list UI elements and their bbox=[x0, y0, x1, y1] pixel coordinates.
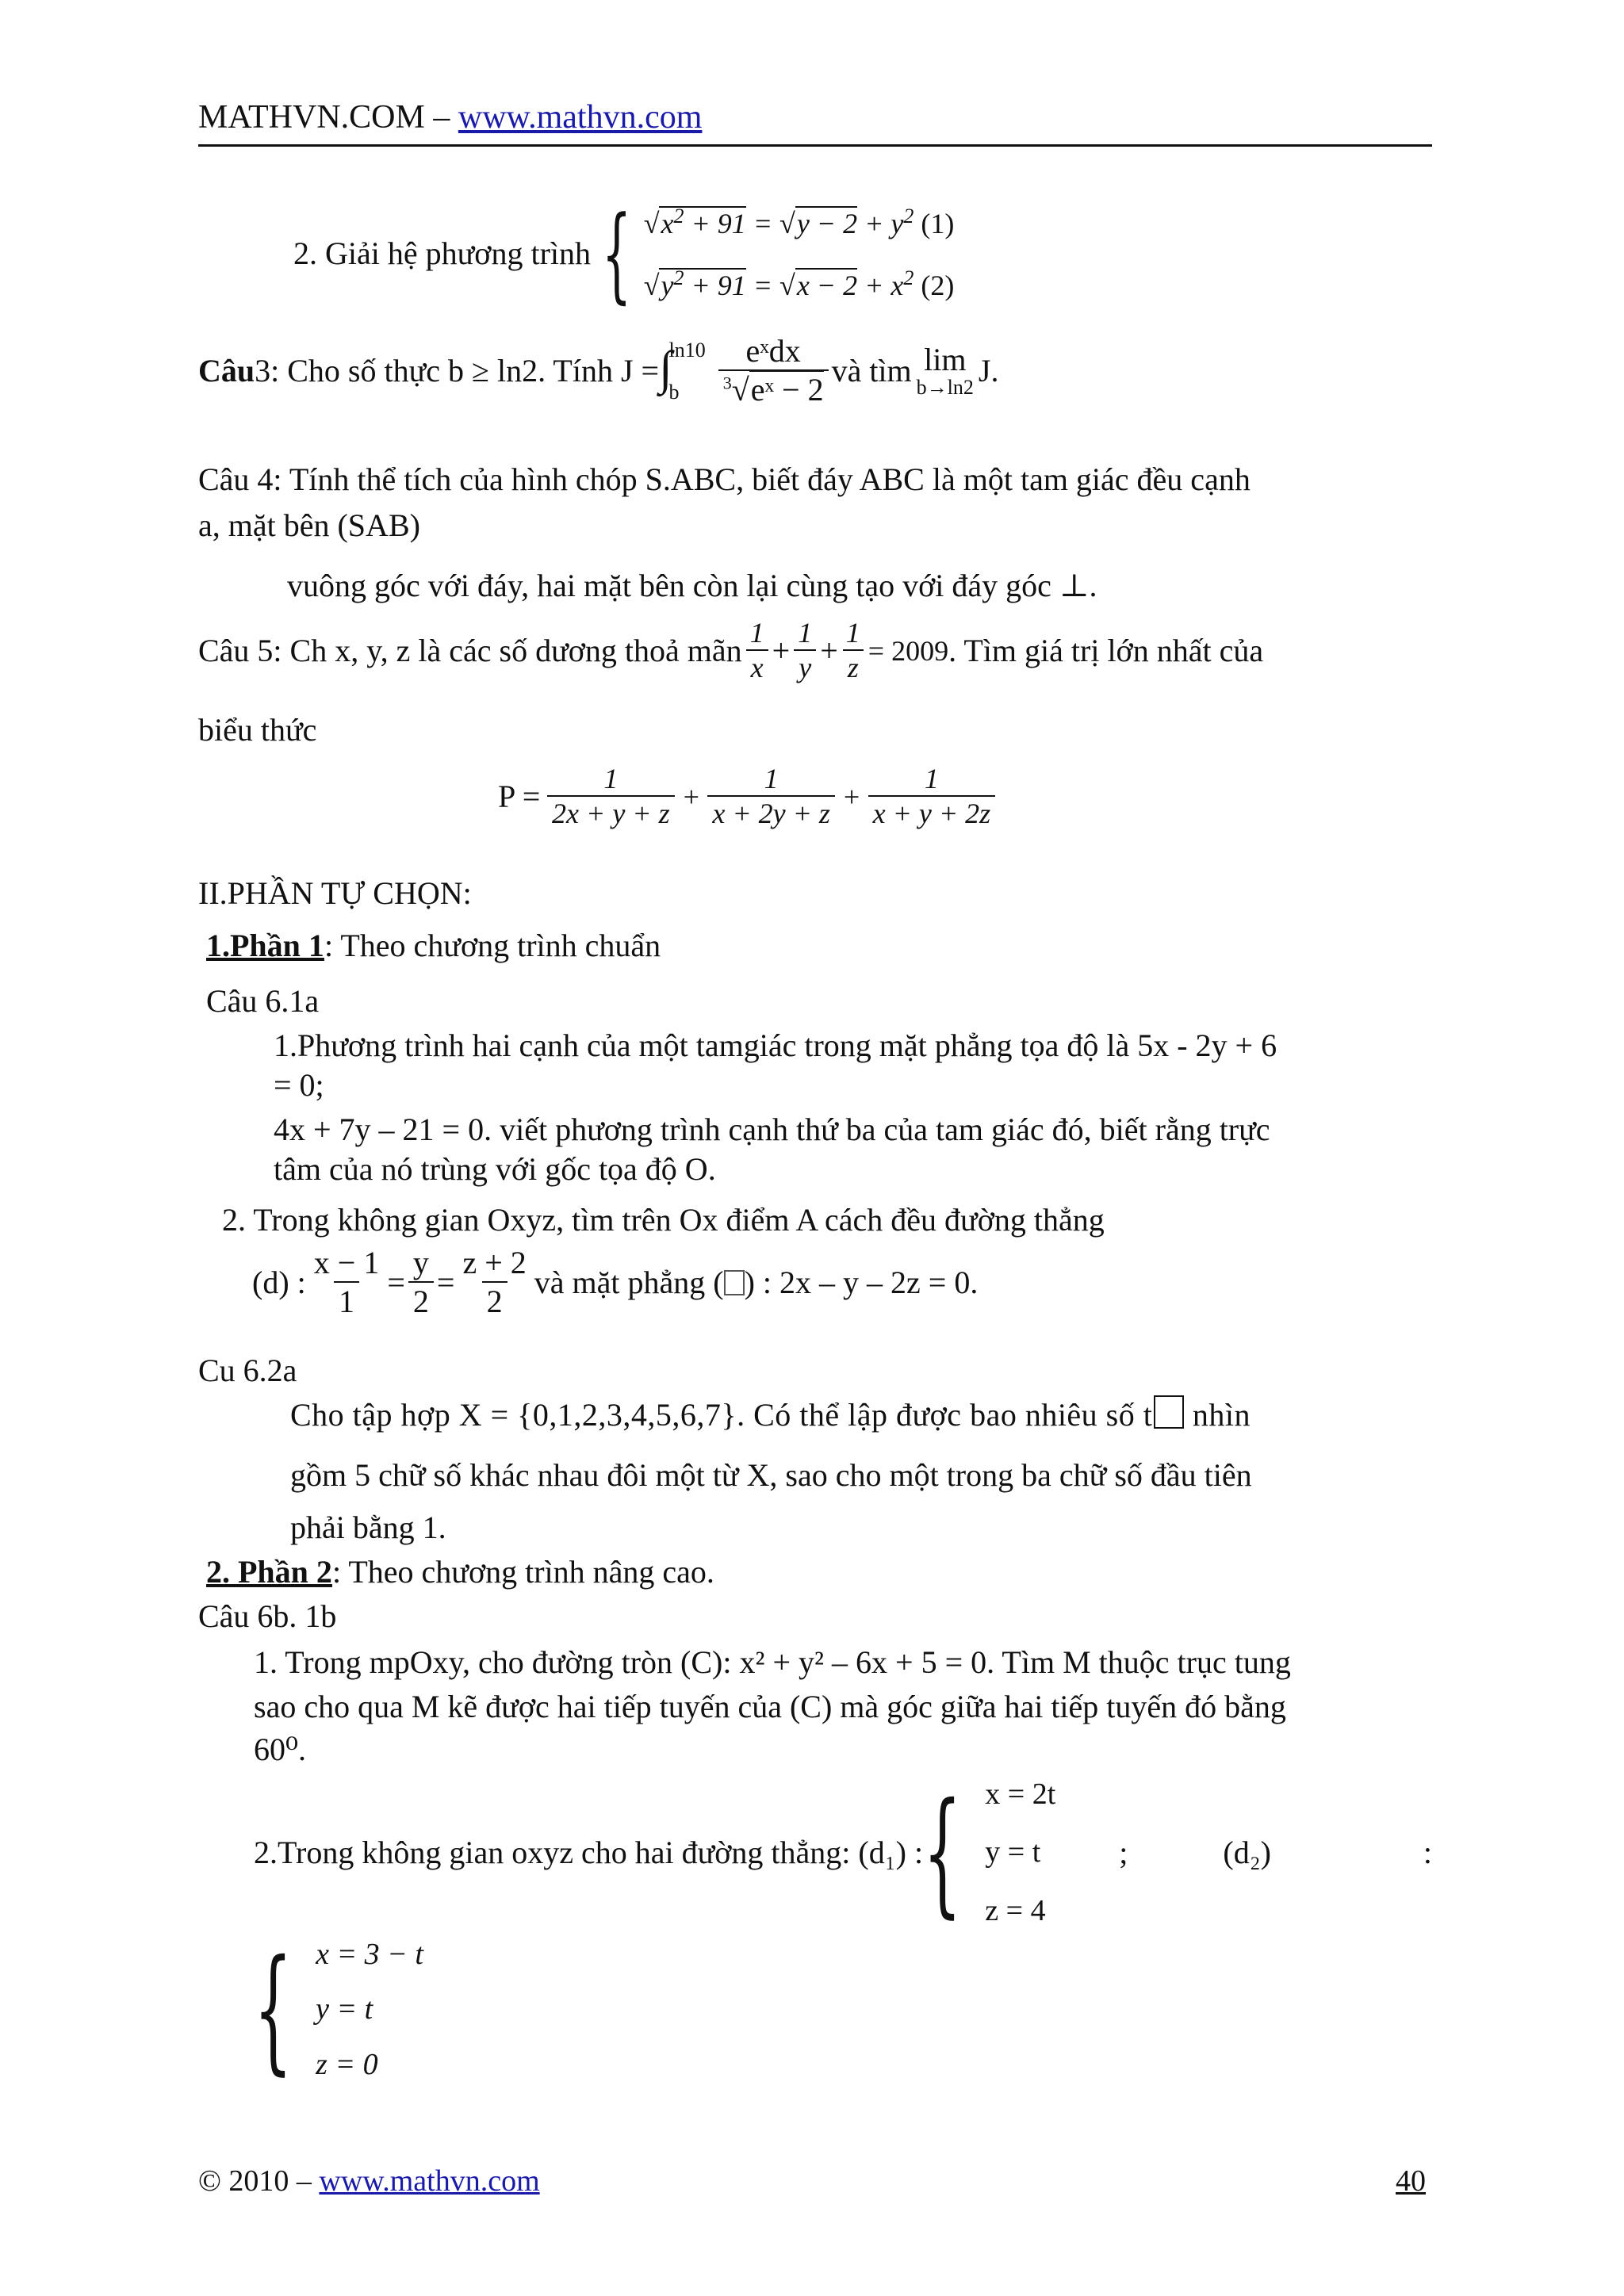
header-site: MATHVN.COM – bbox=[198, 99, 458, 136]
q2-eq1: $√x^2 + 91 = √y - 2 + y^2$ (1) bbox=[643, 205, 955, 239]
q3-denominator: eˣ − 2 bbox=[750, 372, 824, 408]
q2-label: 2. Giải hệ phương trình bbox=[293, 235, 591, 271]
q6b-1-line1: 1. Trong mpOxy, cho đường tròn (C): x² + y² – 6x + 5 = 0. Tìm M thuộc trục tung bbox=[254, 1644, 1291, 1680]
p-expression: P = $\frac{1}{2x + y + z}$ + $\frac{1}{x + 2y + z}$ + $\frac{1}{x + y + 2z}$ bbox=[498, 763, 1002, 832]
q3-line: Câu 3: Cho số thực b ≥ ln2. Tính J = ∫ ln10 b $\frac{\text{eˣdx}}{^3√eˣ - 2}$ và tìm lim b→ln2 J. bbox=[198, 333, 999, 408]
system-brace: { bbox=[923, 1774, 962, 1931]
lim-sub: b→ln2 bbox=[916, 376, 974, 400]
missing-glyph-icon bbox=[1154, 1395, 1184, 1429]
part2-heading: II.PHẦN TỰ CHỌN: bbox=[198, 875, 472, 911]
q3-tail: và tìm bbox=[831, 353, 912, 388]
q62a-line2: gồm 5 chữ số khác nhau đôi một từ X, sao cho một trong ba chữ số đầu tiên bbox=[290, 1457, 1252, 1493]
header-rule bbox=[198, 144, 1432, 147]
q62a-label: Cu 6.2a bbox=[198, 1353, 297, 1388]
lim-text: lim bbox=[924, 342, 967, 378]
q3-label: Câu bbox=[198, 353, 255, 388]
part1-line: 1.Phần 1: Theo chương trình chuẩn bbox=[206, 928, 661, 963]
q4-line1: Câu 4: Tính thể tích của hình chóp S.ABC, biết đáy ABC là một tam giác đều cạnh bbox=[198, 461, 1251, 497]
integral-upper: ln10 bbox=[668, 338, 706, 362]
q3-numerator: eˣdx bbox=[745, 333, 801, 369]
q6b-2-line: 2.Trong không gian oxyz cho hai đường thẳng: (d₁) : { x = 2t y = t z = 4 ; (d₂) : bbox=[254, 1774, 1432, 1931]
system-brace: { bbox=[602, 193, 632, 314]
integral-sign: ∫ bbox=[659, 341, 672, 394]
q2-system bbox=[293, 193, 955, 314]
q3-fraction: $\frac{\text{eˣdx}}{^3√eˣ - 2}$ bbox=[718, 333, 829, 409]
q61a-1-line1: 1.Phương trình hai cạnh của một tamgiác trong mặt phẳng tọa độ là 5x - 2y + 6 bbox=[274, 1027, 1277, 1063]
q5-line1: Câu 5: Ch x, y, z là các số dương thoả mãn $\frac{1}{x}$ + $\frac{1}{y}$ + $\frac{1}{z}$ = 2009 . Tìm giá trị lớn nhất của bbox=[198, 617, 1263, 686]
q61a-1-line2: = 0; bbox=[274, 1067, 324, 1103]
page-header bbox=[198, 95, 702, 140]
footer-link[interactable]: www.mathvn.com bbox=[319, 2164, 540, 2198]
q6b-1-line3: 60⁰. bbox=[254, 1732, 307, 1767]
q4-line2: a, mặt bên (SAB) bbox=[198, 507, 420, 543]
d2-system: { x = 3 − t y = t z = 0 bbox=[254, 1931, 423, 2088]
q62a-line1: Cho tập hợp X = {0,1,2,3,4,5,6,7}. Có thể lập được bao nhiêu số t nhìn bbox=[290, 1397, 1251, 1433]
integral-lower: b bbox=[668, 381, 680, 404]
part2-line: 2. Phần 2: Theo chương trình nâng cao. bbox=[206, 1554, 714, 1590]
q61a-label: Câu 6.1a bbox=[206, 983, 320, 1019]
q61a-2-line1: 2. Trong không gian Oxyz, tìm trên Ox điểm A cách đều đường thẳng bbox=[222, 1202, 1105, 1238]
line-d-equation: (d) : $\frac{x - 1}{1}$ = $\frac{y}{2}$ = $\frac{z + 2}{2}$ và mặt phẳng ( ) : 2x – y – 2z = 0. bbox=[252, 1245, 979, 1319]
footer-copyright: © 2010 – www.mathvn.com bbox=[198, 2164, 540, 2198]
q6b-1-line2: sao cho qua M kẽ được hai tiếp tuyến của (C) mà góc giữa hai tiếp tuyến đó bằng bbox=[254, 1689, 1286, 1724]
q6b-label: Câu 6b. 1b bbox=[198, 1598, 337, 1634]
q5-line2: biểu thức bbox=[198, 712, 317, 748]
q62a-line3: phải bằng 1. bbox=[290, 1510, 446, 1545]
missing-glyph-icon bbox=[724, 1270, 745, 1295]
q61a-1-line3: 4x + 7y – 21 = 0. viết phương trình cạnh thứ ba của tam giác đó, biết rằng trực bbox=[274, 1112, 1270, 1147]
q2-eq2: $√y^2 + 91 = √x - 2 + x^2$ (2) bbox=[643, 266, 955, 302]
q4-line3: vuông góc với đáy, hai mặt bên còn lại cùng tạo với đáy góc ⊥. bbox=[287, 568, 1097, 603]
header-link[interactable]: www.mathvn.com bbox=[458, 99, 703, 136]
page-number: 40 bbox=[1396, 2164, 1426, 2198]
q3-text: 3: Cho số thực b ≥ ln2. Tính J = bbox=[255, 353, 660, 388]
q61a-1-line4: tâm của nó trùng với gốc tọa độ O. bbox=[274, 1151, 716, 1187]
